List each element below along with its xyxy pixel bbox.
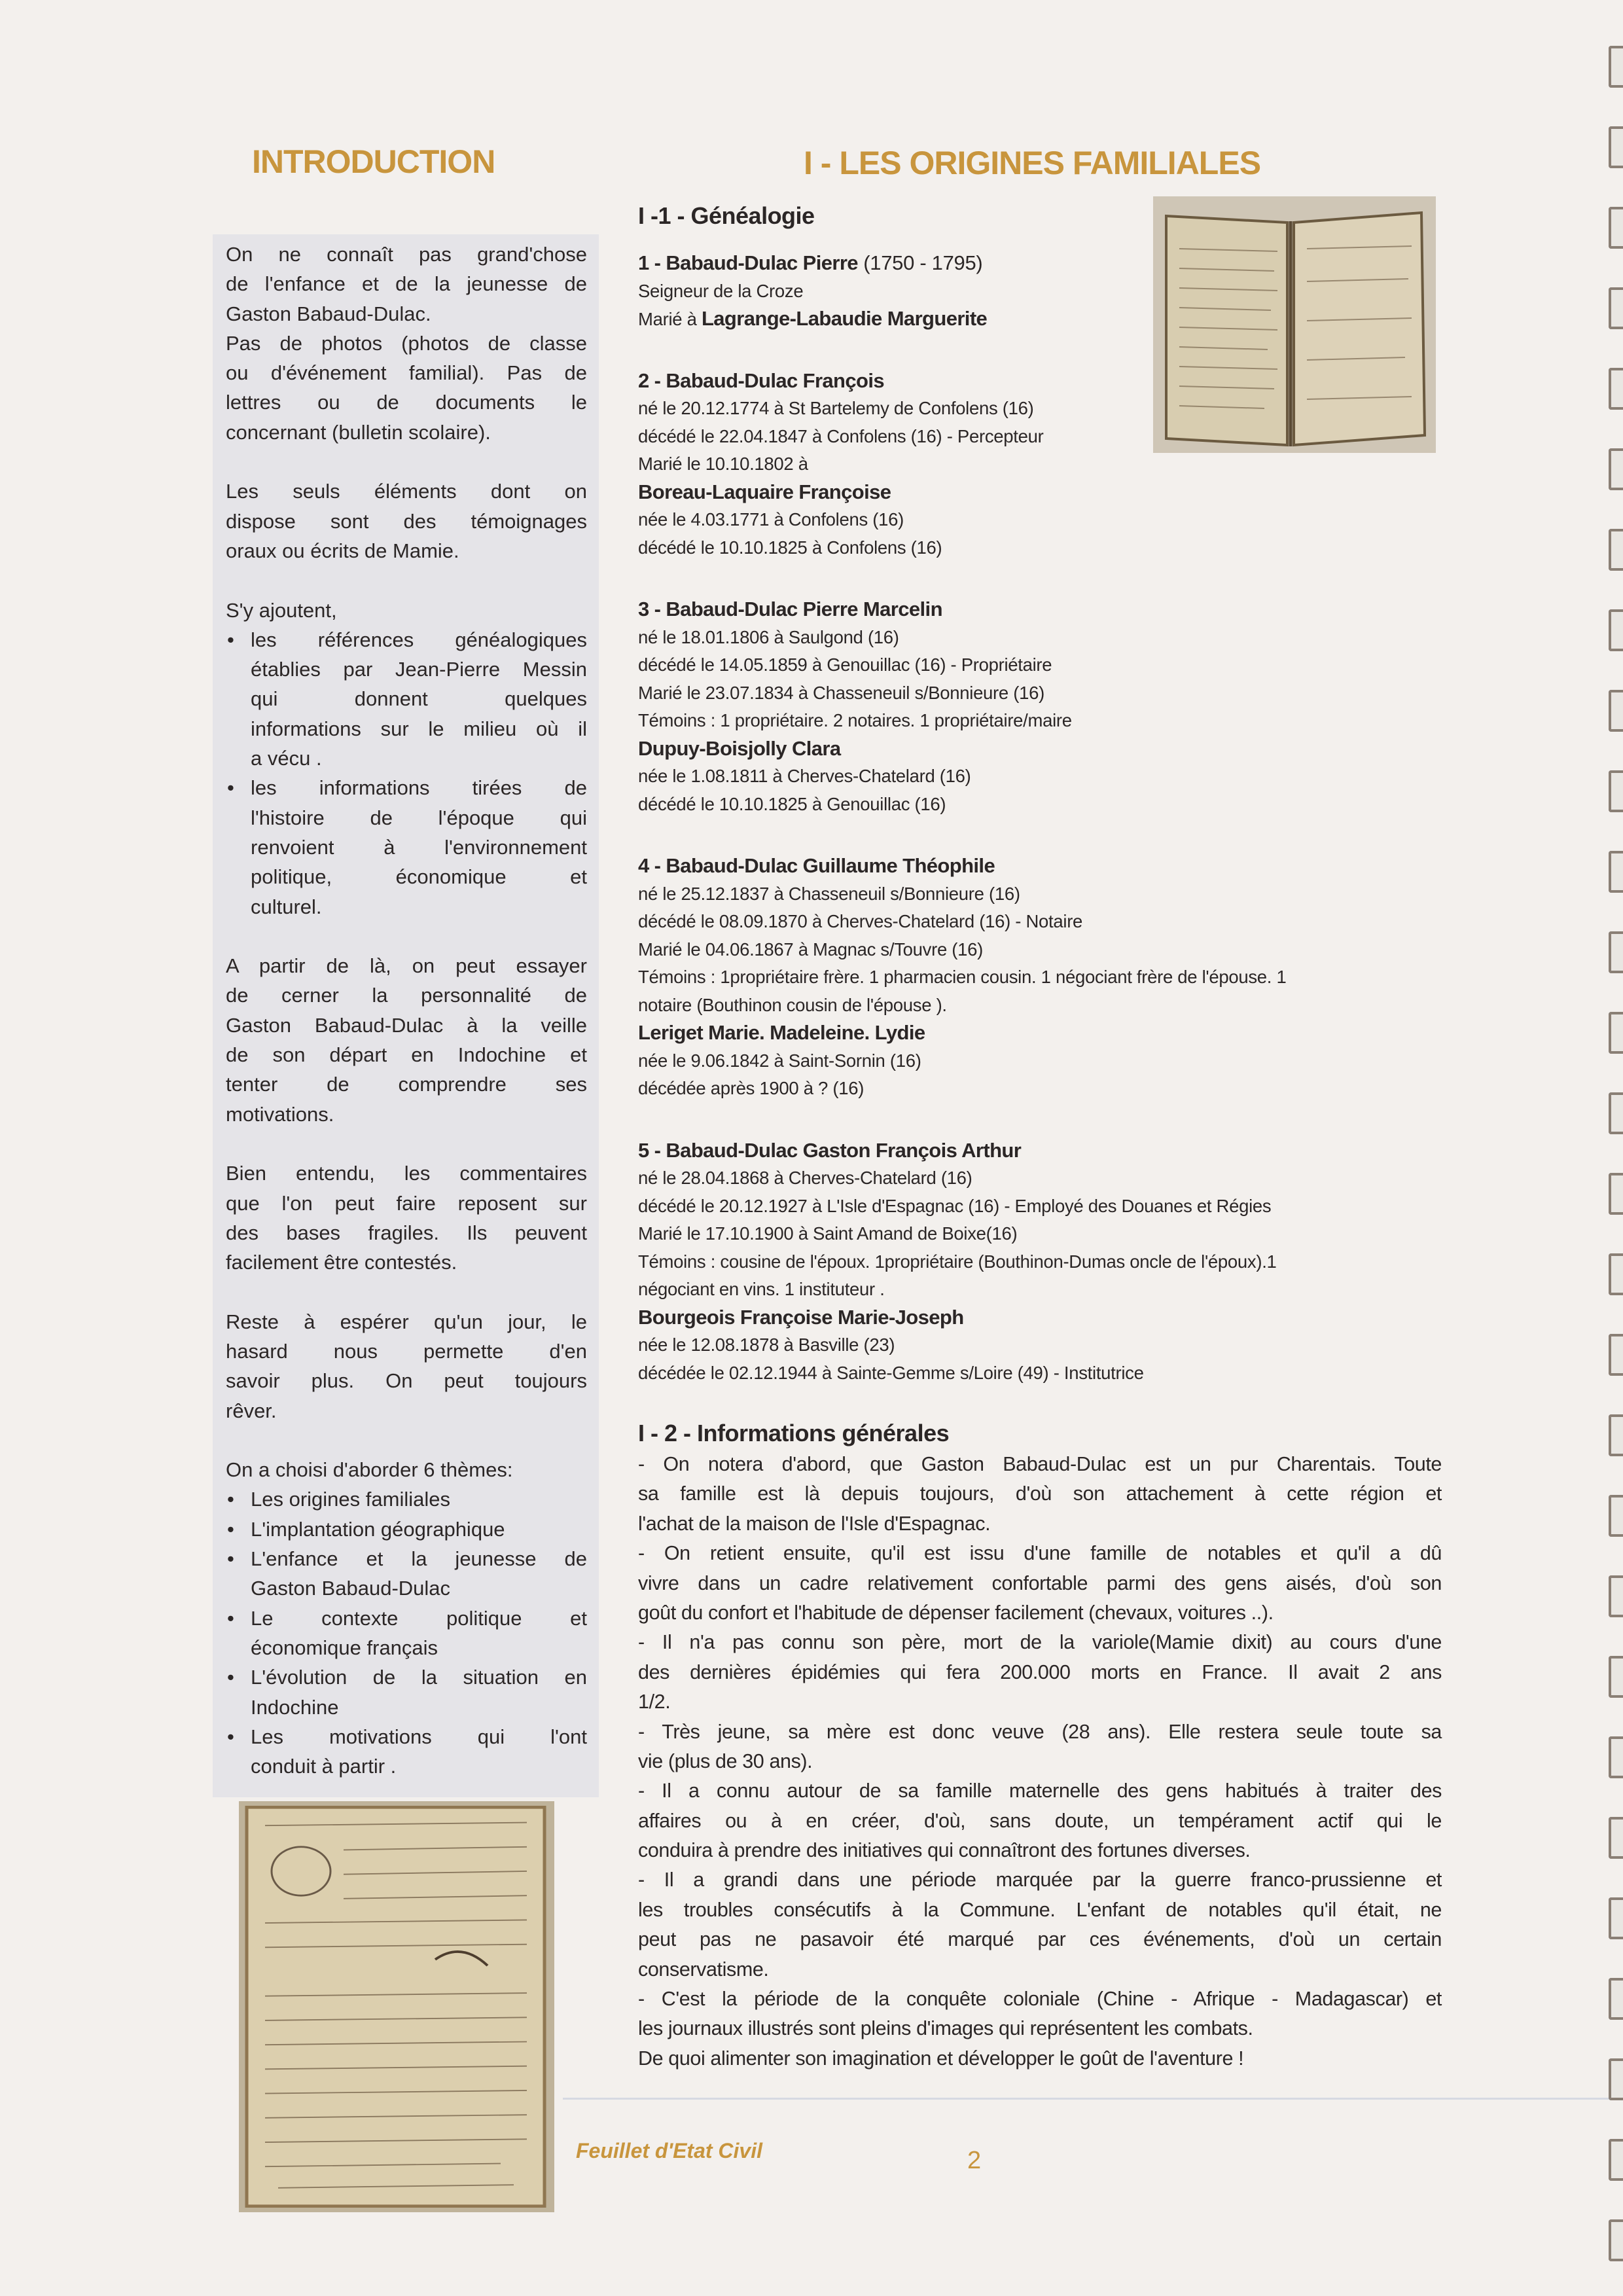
- genealogy-line: [638, 1164, 1450, 1193]
- genealogy-detail: (1750 - 1795): [857, 251, 983, 274]
- intro-line-text: S'y ajoutent,: [226, 598, 337, 622]
- genealogy-line: [638, 1304, 1450, 1332]
- bullet-icon: •: [227, 776, 234, 800]
- info-line: De quoi alimenter son imagination et développer le goût de l'aventure !: [638, 2047, 1244, 2070]
- intro-line: [226, 1247, 587, 1277]
- intro-line: [226, 1455, 587, 1484]
- genealogy-line: [638, 791, 1450, 819]
- intro-line: [226, 833, 587, 862]
- intro-title: INTRODUCTION: [252, 143, 495, 180]
- genealogy-line: [638, 1359, 1450, 1388]
- genealogy-detail: Témoins : 1 propriétaire. 2 notaires. 1 propriétaire/maire: [638, 710, 1072, 730]
- intro-line-text: que l'on peut faire reposent sur: [226, 1191, 587, 1215]
- bullet-icon: •: [227, 1725, 234, 1748]
- entry-gap: [638, 1103, 1450, 1137]
- genealogy-line: [638, 707, 1450, 735]
- bullet-icon: •: [227, 1547, 234, 1571]
- genealogy-line: [638, 596, 1450, 624]
- intro-line-text: établies par Jean-Pierre Messin: [251, 658, 587, 681]
- intro-line: [226, 329, 587, 358]
- intro-line-text: facilement être contestés.: [226, 1251, 457, 1274]
- intro-line-text: de cerner la personnalité de: [226, 984, 587, 1007]
- genealogy-detail: née le 4.03.1771 à Confolens (16): [638, 509, 904, 529]
- intro-line-text: L'enfance et la jeunesse de: [251, 1547, 587, 1571]
- intro-line-text: dispose sont des témoignages: [226, 509, 587, 533]
- binding-ring: [1609, 770, 1623, 812]
- genealogy-line: [638, 506, 1450, 534]
- intro-line-text: informations sur le milieu où il: [251, 717, 587, 740]
- genealogy-detail: décédé le 10.10.1825 à Genouillac (16): [638, 793, 946, 814]
- intro-line: [226, 1011, 587, 1040]
- genealogy-line: [638, 278, 1450, 306]
- genealogy-line: [638, 963, 1450, 992]
- intro-line: [226, 1662, 587, 1692]
- intro-line: [226, 299, 587, 329]
- binding-ring: [1609, 126, 1623, 168]
- intro-line: [226, 1544, 587, 1573]
- genealogy-line: [638, 679, 1450, 708]
- intro-line-text: de l'enfance et de la jeunesse de: [226, 272, 587, 296]
- bullet-icon: •: [227, 1606, 234, 1630]
- binding-ring: [1609, 1817, 1623, 1859]
- intro-line: [226, 1573, 587, 1603]
- intro-line: [226, 1100, 587, 1129]
- person-name: 1 - Babaud-Dulac Pierre: [638, 251, 858, 274]
- entry-gap: [638, 562, 1450, 596]
- info-line: les troubles consécutifs à la Commune. L'enfant de notables qu'il était, ne: [638, 1898, 1442, 1921]
- blank-line: [226, 1277, 587, 1306]
- genealogy-detail: Marié le 10.10.1802 à: [638, 454, 808, 474]
- genealogy-detail: Marié à: [638, 309, 702, 329]
- genealogy-line: [638, 1248, 1450, 1276]
- intro-line: [226, 1189, 587, 1218]
- genealogy-heading: I -1 - Généalogie: [638, 202, 815, 229]
- person-name: Bourgeois Françoise Marie-Joseph: [638, 1305, 964, 1329]
- intro-line-text: Reste à espérer qu'un jour, le: [226, 1310, 587, 1333]
- genealogy-entries: [638, 249, 1450, 1387]
- intro-line: [226, 1336, 587, 1366]
- genealogy-detail: né le 28.04.1868 à Cherves-Chatelard (16): [638, 1168, 972, 1188]
- intro-line-text: Gaston Babaud-Dulac.: [226, 302, 431, 325]
- genealogy-entry: [638, 596, 1450, 818]
- genealogy-detail: née le 12.08.1878 à Basville (23): [638, 1335, 895, 1355]
- info-line: vivre dans un cadre relativement confortable parmi des gens aisés, d'où son: [638, 1571, 1442, 1594]
- person-name: Boreau-Laquaire Françoise: [638, 480, 891, 503]
- intro-line: [226, 1693, 587, 1722]
- intro-line: [226, 1040, 587, 1069]
- general-info-section: [638, 1417, 1442, 2073]
- binding-ring: [1609, 2219, 1623, 2261]
- intro-line-text: On a choisi d'aborder 6 thèmes:: [226, 1458, 513, 1482]
- info-line: des dernières épidémies qui fera 200.000 morts en France. Il avait 2 ans: [638, 1660, 1442, 1683]
- genealogy-entry: [638, 249, 1450, 333]
- genealogy-detail: négociant en vins. 1 instituteur .: [638, 1279, 885, 1299]
- binding-ring: [1609, 851, 1623, 893]
- intro-line: [226, 1515, 587, 1544]
- info-line: conservatisme.: [638, 1958, 769, 1981]
- blank-line: [226, 447, 587, 476]
- intro-line: [226, 476, 587, 506]
- intro-line: [226, 1722, 587, 1751]
- intro-line-text: Pas de photos (photos de classe: [226, 331, 587, 355]
- binding-ring: [1609, 1012, 1623, 1054]
- intro-line-text: tenter de comprendre ses: [226, 1073, 587, 1096]
- section-title: I - LES ORIGINES FAMILIALES: [804, 145, 1261, 181]
- intro-line-text: les références généalogiques: [251, 628, 587, 651]
- intro-line-text: Les origines familiales: [251, 1488, 450, 1511]
- info-line: l'achat de la maison de l'Isle d'Espagnac.: [638, 1512, 991, 1535]
- intro-line-text: Les motivations qui l'ont: [251, 1725, 587, 1748]
- genealogy-line: [638, 762, 1450, 791]
- genealogy-detail: Témoins : cousine de l'époux. 1propriétaire (Bouthinon-Dumas oncle de l'époux).1: [638, 1251, 1277, 1272]
- person-name: 3 - Babaud-Dulac Pierre Marcelin: [638, 598, 942, 620]
- intro-line-text: qui donnent quelques: [251, 687, 587, 711]
- genealogy-line: [638, 992, 1450, 1020]
- genealogy-detail: né le 25.12.1837 à Chasseneuil s/Bonnieure (16): [638, 883, 1020, 904]
- intro-line-text: L'implantation géographique: [251, 1517, 505, 1541]
- genealogy-line: [638, 1075, 1450, 1103]
- binding-ring: [1609, 1897, 1623, 1939]
- binding-ring: [1609, 1495, 1623, 1537]
- intro-line-text: On ne connaît pas grand'chose: [226, 243, 587, 266]
- info-line: - Il n'a pas connu son père, mort de la variole(Mamie dixit) au cours d'une: [638, 1631, 1442, 1654]
- binding-ring: [1609, 207, 1623, 249]
- intro-line: [226, 536, 587, 565]
- info-line: peut pas ne pasavoir été marqué par ces événements, d'où un certain: [638, 1928, 1442, 1951]
- intro-line-text: Indochine: [251, 1695, 339, 1719]
- person-name: 5 - Babaud-Dulac Gaston François Arthur: [638, 1138, 1022, 1162]
- binding-ring: [1609, 46, 1623, 88]
- genealogy-line: [638, 936, 1450, 964]
- info-line: conduira à prendre des initiatives qui connaîtront des fortunes diverses.: [638, 1839, 1251, 1862]
- binding-ring: [1609, 1253, 1623, 1295]
- intro-line: [226, 1484, 587, 1514]
- intro-line-text: Gaston Babaud-Dulac: [251, 1577, 451, 1600]
- info-line: - Il a grandi dans une période marquée par la guerre franco-prussienne et: [638, 1869, 1442, 1892]
- intro-line: [226, 358, 587, 387]
- info-line: - On retient ensuite, qu'il est issu d'une famille de notables et qu'il a dû: [638, 1542, 1442, 1565]
- intro-line: [226, 1158, 587, 1188]
- blank-line: [226, 1426, 587, 1455]
- binding-ring: [1609, 1736, 1623, 1778]
- intro-line: [226, 980, 587, 1010]
- genealogy-detail: née le 1.08.1811 à Cherves-Chatelard (16): [638, 766, 971, 786]
- genealogy-detail: notaire (Bouthinon cousin de l'épouse ).: [638, 994, 947, 1015]
- intro-line-text: Le contexte politique et: [251, 1606, 587, 1630]
- intro-line-text: a vécu .: [251, 747, 322, 770]
- general-info-heading: I - 2 - Informations générales: [638, 1420, 950, 1446]
- intro-line-text: des bases fragiles. Ils peuvent: [226, 1221, 587, 1244]
- info-line: les journaux illustrés sont pleins d'images qui représentent les combats.: [638, 2017, 1253, 2040]
- genealogy-section: [638, 200, 1450, 1387]
- intro-line-text: concernant (bulletin scolaire).: [226, 420, 491, 444]
- binding-ring: [1609, 448, 1623, 490]
- genealogy-detail: Témoins : 1propriétaire frère. 1 pharmacien cousin. 1 négociant frère de l'épouse. 1: [638, 967, 1287, 987]
- intro-line: [226, 951, 587, 980]
- page-number: 2: [967, 2147, 982, 2174]
- binding-ring: [1609, 690, 1623, 732]
- general-info-text: [638, 1450, 1442, 2073]
- genealogy-detail: né le 18.01.1806 à Saulgond (16): [638, 626, 899, 647]
- binding-ring: [1609, 1173, 1623, 1215]
- person-name: Leriget Marie. Madeleine. Lydie: [638, 1021, 925, 1044]
- intro-line-text: politique, économique et: [251, 865, 587, 889]
- intro-line: [226, 1751, 587, 1781]
- intro-line-text: ou d'événement familial). Pas de: [226, 361, 587, 385]
- genealogy-detail: décédé le 14.05.1859 à Genouillac (16) - Propriétaire: [638, 655, 1052, 675]
- intro-line: [226, 773, 587, 802]
- civil-record-document-photo: [239, 1801, 554, 2212]
- genealogy-line: [638, 450, 1450, 478]
- genealogy-line: [638, 367, 1450, 395]
- intro-line: [226, 596, 587, 625]
- binding-ring: [1609, 1414, 1623, 1456]
- binding-ring: [1609, 529, 1623, 571]
- genealogy-entry: [638, 852, 1450, 1103]
- genealogy-line: [638, 249, 1450, 278]
- bullet-icon: •: [227, 1488, 234, 1511]
- genealogy-detail: décédée le 02.12.1944 à Sainte-Gemme s/Loire (49) - Institutrice: [638, 1362, 1144, 1383]
- genealogy-line: [638, 624, 1450, 652]
- genealogy-detail: né le 20.12.1774 à St Bartelemy de Confolens (16): [638, 398, 1034, 418]
- genealogy-line: [638, 1047, 1450, 1075]
- info-line: goût du confort et l'habitude de dépenser facilement (chevaux, voitures ..).: [638, 1601, 1274, 1624]
- bullet-icon: •: [227, 628, 234, 651]
- genealogy-detail: Marié le 04.06.1867 à Magnac s/Touvre (16): [638, 939, 984, 960]
- info-line: sa famille est là depuis toujours, d'où son attachement à cette région et: [638, 1482, 1442, 1505]
- genealogy-detail: née le 9.06.1842 à Saint-Sornin (16): [638, 1050, 921, 1071]
- intro-line-text: l'histoire de l'époque qui: [251, 806, 587, 829]
- intro-line: [226, 1366, 587, 1395]
- genealogy-line: [638, 908, 1450, 936]
- genealogy-entry: [638, 367, 1450, 562]
- person-name: Dupuy-Boisjolly Clara: [638, 736, 841, 760]
- genealogy-line: [638, 1137, 1450, 1165]
- intro-line: [226, 892, 587, 922]
- intro-line: [226, 625, 587, 655]
- intro-line-text: économique français: [251, 1636, 438, 1659]
- intro-line: [226, 655, 587, 684]
- person-name: Lagrange-Labaudie Marguerite: [701, 307, 988, 330]
- info-line: - On notera d'abord, que Gaston Babaud-Dulac est un pur Charentais. Toute: [638, 1453, 1442, 1475]
- info-line: - Il a connu autour de sa famille maternelle des gens habitués à traiter des: [638, 1780, 1442, 1803]
- genealogy-detail: décédée après 1900 à ? (16): [638, 1078, 865, 1098]
- intro-line: [226, 1069, 587, 1099]
- binding-ring: [1609, 1656, 1623, 1698]
- binding-ring: [1609, 1575, 1623, 1617]
- intro-line-text: Gaston Babaud-Dulac à la veille: [226, 1013, 587, 1037]
- intro-line-text: de son départ en Indochine et: [226, 1043, 587, 1067]
- intro-line: [226, 507, 587, 536]
- binding-ring: [1609, 2058, 1623, 2100]
- genealogy-line: [638, 735, 1450, 763]
- binding-ring: [1609, 1334, 1623, 1376]
- footer-divider: [563, 2098, 1623, 2100]
- intro-text: [226, 240, 587, 1781]
- genealogy-line: [638, 1220, 1450, 1248]
- genealogy-line: [638, 1019, 1450, 1047]
- person-name: 4 - Babaud-Dulac Guillaume Théophile: [638, 854, 995, 877]
- intro-line: [226, 269, 587, 298]
- info-line: vie (plus de 30 ans).: [638, 1749, 813, 1772]
- intro-line: [226, 418, 587, 447]
- intro-line: [226, 240, 587, 269]
- intro-line-text: conduit à partir .: [251, 1755, 397, 1778]
- genealogy-line: [638, 1276, 1450, 1304]
- genealogy-detail: décédé le 10.10.1825 à Confolens (16): [638, 537, 942, 558]
- intro-line-text: oraux ou écrits de Mamie.: [226, 539, 459, 562]
- intro-line: [226, 684, 587, 713]
- genealogy-line: [638, 880, 1450, 908]
- intro-line-text: A partir de là, on peut essayer: [226, 954, 587, 978]
- genealogy-line: [638, 534, 1450, 562]
- blank-line: [226, 565, 587, 595]
- binding-ring: [1609, 931, 1623, 973]
- intro-line: [226, 862, 587, 891]
- genealogy-line: [638, 395, 1450, 423]
- binding-ring: [1609, 287, 1623, 329]
- genealogy-detail: Seigneur de la Croze: [638, 280, 804, 301]
- intro-line-text: les informations tirées de: [251, 776, 587, 800]
- binding-ring: [1609, 1092, 1623, 1134]
- intro-line: [226, 744, 587, 773]
- intro-line-text: renvoient à l'environnement: [251, 835, 587, 859]
- intro-line: [226, 714, 587, 744]
- genealogy-entry: [638, 1137, 1450, 1388]
- intro-line-text: lettres ou de documents le: [226, 391, 587, 414]
- binding-ring: [1609, 609, 1623, 651]
- intro-line: [226, 1396, 587, 1426]
- genealogy-line: [638, 478, 1450, 507]
- intro-line-text: Bien entendu, les commentaires: [226, 1162, 587, 1185]
- genealogy-detail: décédé le 08.09.1870 à Cherves-Chatelard (16) - Notaire: [638, 911, 1083, 931]
- footer-caption: Feuillet d'Etat Civil: [576, 2139, 762, 2162]
- intro-line: [226, 1218, 587, 1247]
- intro-line: [226, 1604, 587, 1633]
- blank-line: [226, 922, 587, 951]
- genealogy-detail: décédé le 20.12.1927 à L'Isle d'Espagnac (16) - Employé des Douanes et Régies: [638, 1195, 1272, 1216]
- binding-ring: [1609, 2139, 1623, 2181]
- genealogy-detail: décédé le 22.04.1847 à Confolens (16) - Percepteur: [638, 425, 1044, 446]
- binding-ring: [1609, 1978, 1623, 2020]
- genealogy-line: [638, 1331, 1450, 1359]
- genealogy-line: [638, 423, 1450, 451]
- binding-ring: [1609, 368, 1623, 410]
- intro-line-text: rêver.: [226, 1399, 277, 1422]
- genealogy-line: [638, 651, 1450, 679]
- intro-line-text: hasard nous permette d'en: [226, 1339, 587, 1363]
- intro-line: [226, 1307, 587, 1336]
- genealogy-detail: Marié le 23.07.1834 à Chasseneuil s/Bonnieure (16): [638, 682, 1044, 703]
- intro-line: [226, 803, 587, 833]
- info-line: - Très jeune, sa mère est donc veuve (28 ans). Elle restera seule toute sa: [638, 1720, 1442, 1743]
- entry-gap: [638, 333, 1450, 367]
- entry-gap: [638, 818, 1450, 852]
- genealogy-line: [638, 305, 1450, 333]
- intro-line: [226, 387, 587, 417]
- genealogy-line: [638, 852, 1450, 880]
- intro-line: [226, 1633, 587, 1662]
- blank-line: [226, 1129, 587, 1158]
- heading-spacer: [638, 232, 1450, 249]
- bullet-icon: •: [227, 1517, 234, 1541]
- info-line: 1/2.: [638, 1691, 671, 1713]
- intro-line-text: motivations.: [226, 1102, 334, 1126]
- intro-line-text: culturel.: [251, 895, 322, 918]
- info-line: - C'est la période de la conquête coloniale (Chine - Afrique - Madagascar) et: [638, 1988, 1442, 2011]
- bullet-icon: •: [227, 1666, 234, 1689]
- intro-line-text: Les seuls éléments dont on: [226, 480, 587, 503]
- genealogy-detail: Marié le 17.10.1900 à Saint Amand de Boixe(16): [638, 1223, 1018, 1244]
- genealogy-line: [638, 1193, 1450, 1221]
- info-line: affaires ou à en créer, d'où, sans doute, un tempérament actif qui le: [638, 1809, 1442, 1832]
- intro-line-text: savoir plus. On peut toujours: [226, 1369, 587, 1393]
- person-name: 2 - Babaud-Dulac François: [638, 368, 885, 392]
- intro-line-text: L'évolution de la situation en: [251, 1666, 587, 1689]
